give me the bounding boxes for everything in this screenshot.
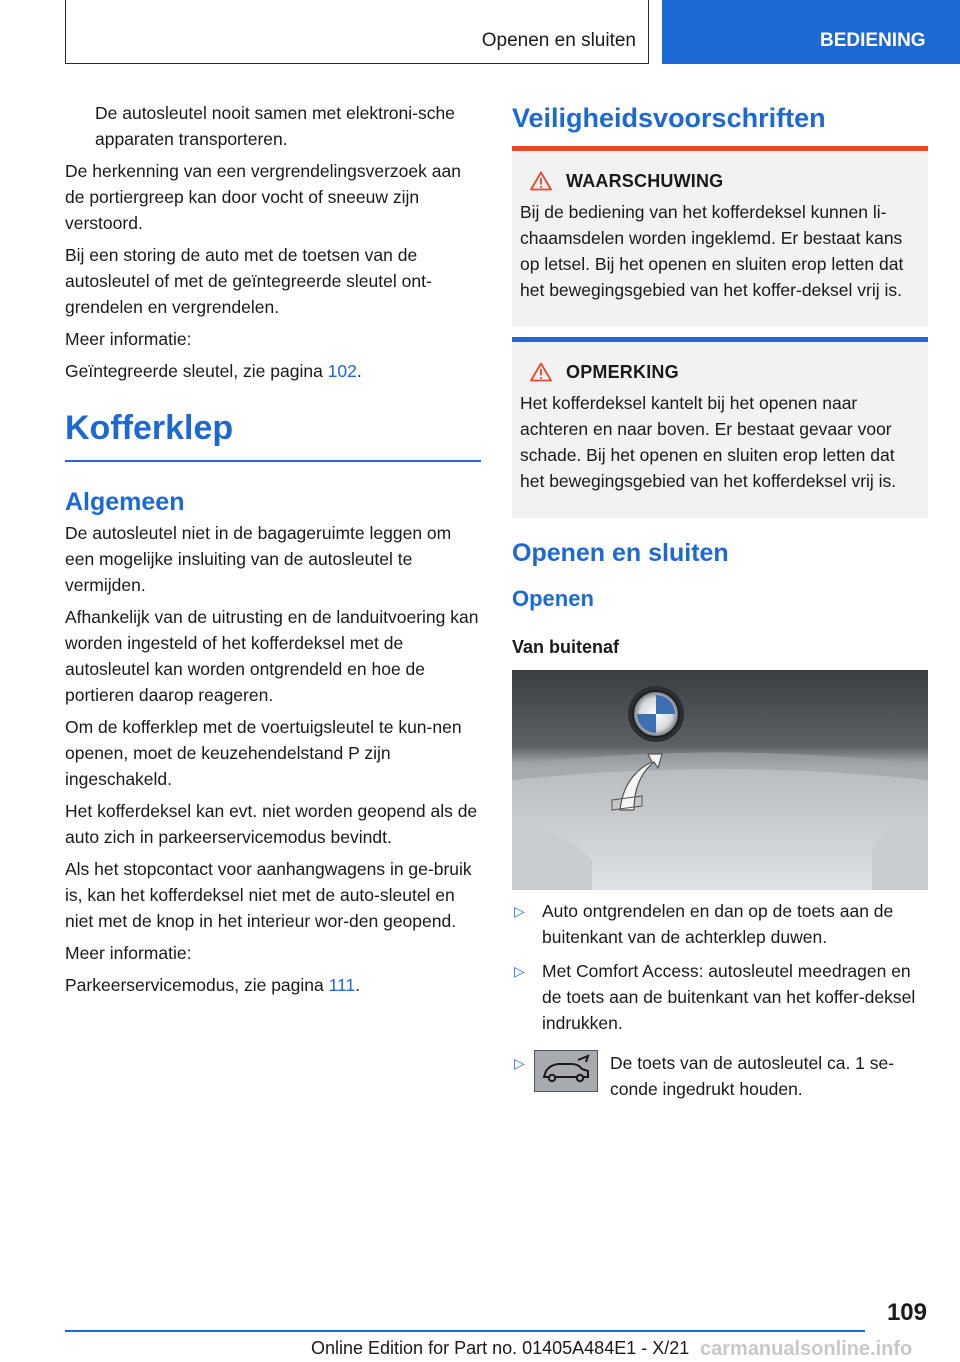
edition-note: Online Edition for Part no. 01405A484E1 - X/21 [311, 1338, 690, 1358]
section-heading: Algemeen [65, 488, 185, 516]
paragraph: Afhankelijk van de uitrusting en de landuitvoering kan worden ingesteld of het kofferdeksel met de autosleutel kan worden ontgrendeld en hoe de portieren daarop reageren. [65, 607, 479, 705]
minor-heading: Van buitenaf [512, 637, 620, 657]
trunk-button-photo [512, 670, 928, 890]
note-box [512, 337, 928, 518]
step-text: Auto ontgrendelen en dan op de toets aan de buitenkant van de achterklep duwen. [542, 901, 894, 947]
warning-triangle-icon [530, 171, 552, 191]
chapter-tab-label: BEDIENING [820, 30, 926, 51]
section-heading: Openen en sluiten [512, 539, 729, 567]
reference-text: Geïntegreerde sleutel, zie pagina [65, 361, 328, 381]
warning-label: WAARSCHUWING [566, 171, 724, 191]
paragraph: Om de kofferklep met de voertuigsleutel te kun-nen openen, moet de keuzehendelstand P zijn ingeschakeld. [65, 717, 462, 789]
paragraph: De autosleutel nooit samen met elektroni-sche apparaten transporteren. [95, 103, 455, 149]
warning-box [512, 146, 928, 327]
note-header [520, 358, 920, 386]
step-text: Met Comfort Access: autosleutel meedragen en de toets aan de buitenkant van het koffer-deksel indrukken. [542, 961, 916, 1033]
page-number: 109 [886, 1299, 927, 1326]
step-list [512, 898, 928, 1036]
section-title: Openen en sluiten [481, 30, 636, 51]
right-column [512, 100, 928, 1102]
left-column [65, 100, 481, 1004]
warning-text: Bij de bediening van het kofferdeksel kunnen li-chaamsdelen worden ingeklemd. Er bestaat kans op letsel. Bij het openen en sluiten erop letten dat het bewegingsgebied van het koffer-deksel vrij is. [520, 202, 904, 300]
footer-rule [65, 1330, 865, 1332]
section-heading: Veiligheidsvoorschriften [512, 103, 826, 133]
reference-text: Parkeerservicemodus, zie pagina [65, 975, 329, 995]
period: . [356, 361, 362, 381]
bullet-marker: ▷ [514, 903, 525, 919]
paragraph: Het kofferdeksel kan evt. niet worden geopend als de auto zich in parkeerservicemodus bevindt. [65, 801, 478, 847]
list-item [512, 1050, 928, 1102]
period: . [355, 975, 361, 995]
warning-header [520, 167, 920, 195]
paragraph: De autosleutel niet in de bagageruimte leggen om een mogelijke insluiting van de autosleutel te vermijden. [65, 523, 452, 595]
chapter-tab [662, 0, 960, 64]
step-text: De toets van de autosleutel ca. 1 se-conde ingedrukt houden. [610, 1053, 895, 1099]
note-text: Het kofferdeksel kantelt bij het openen naar achteren en naar boven. Er bestaat gevaar voor schade. Bij het openen en sluiten erop letten dat het bewegingsgebied van het kofferdeksel vrij is. [520, 393, 897, 491]
warning-triangle-icon [530, 362, 552, 382]
chapter-heading: Kofferklep [65, 406, 481, 462]
paragraph-reference [65, 972, 481, 998]
paragraph: Meer informatie: [65, 943, 192, 963]
list-item [512, 958, 928, 1036]
paragraph-reference [65, 358, 481, 384]
watermark: carmanualsonline.info [700, 1338, 913, 1360]
paragraph: Als het stopcontact voor aanhangwagens in ge-bruik is, kan het kofferdeksel niet met de auto-sleutel en niet met de knop in het interieur wor-den geopend. [65, 859, 472, 931]
page-link[interactable]: 111 [328, 975, 356, 995]
paragraph: Bij een storing de auto met de toetsen van de autosleutel of met de geïntegreerde sleutel ont-grendelen en vergrendelen. [65, 245, 432, 317]
bullet-marker: ▷ [514, 1055, 525, 1071]
paragraph: De herkenning van een vergrendelingsverzoek aan de portiergreep kan door vocht of sneeuw zijn verstoord. [65, 161, 461, 233]
subsection-heading: Openen [512, 586, 594, 611]
bullet-marker: ▷ [514, 963, 525, 979]
paragraph: Meer informatie: [65, 329, 192, 349]
note-label: OPMERKING [566, 362, 679, 382]
page-link[interactable]: 102 [327, 361, 357, 381]
trunk-key-icon [534, 1050, 598, 1092]
list-item [512, 898, 928, 950]
